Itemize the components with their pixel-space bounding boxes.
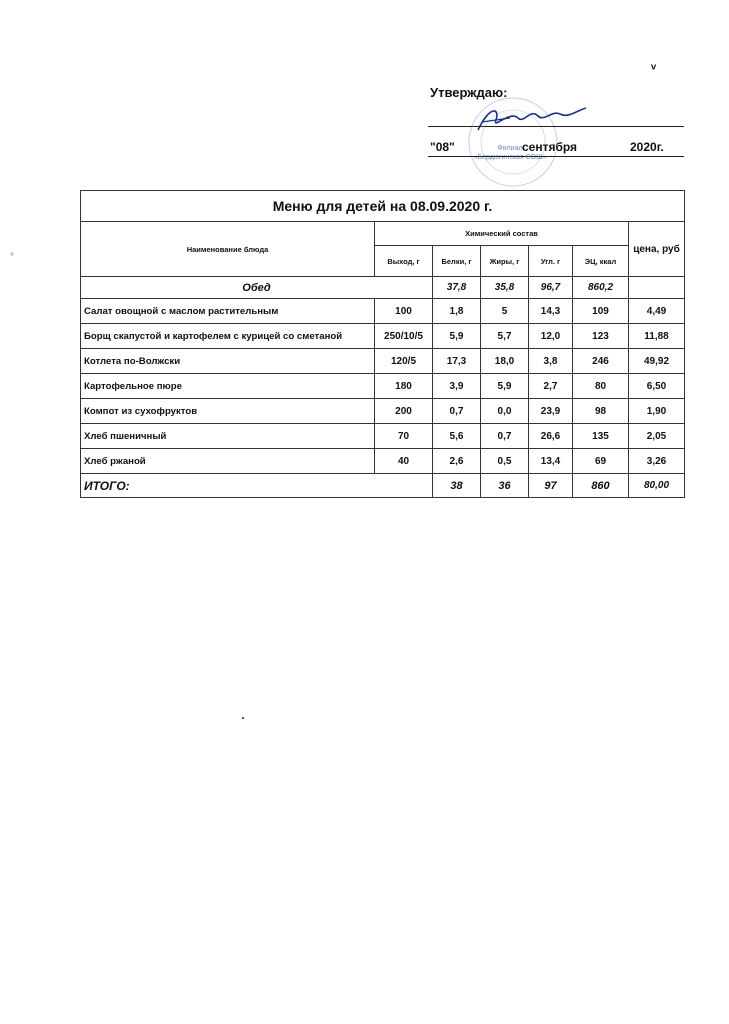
cell-carbs: 2,7 [529,374,573,399]
stamp-text-2: «Бердюгинская СОШ» [473,154,547,161]
section-name: Обед [81,277,433,299]
section-row [81,277,685,299]
signature-line [428,126,684,127]
scan-mark: ° [10,252,14,263]
cell-fat: 0,7 [481,424,529,449]
total-carbs: 97 [529,474,573,498]
cell-energy: 98 [573,399,629,424]
section-energy: 860,2 [573,277,629,299]
cell-protein: 1,8 [433,299,481,324]
cell-yield: 200 [375,399,433,424]
cell-yield: 40 [375,449,433,474]
cell-protein: 5,6 [433,424,481,449]
header-energy: ЭЦ, ккал [573,246,629,277]
approval-year: 2020г. [630,140,664,154]
cell-fat: 0,5 [481,449,529,474]
table-row [81,324,685,349]
table-row [81,374,685,399]
cell-carbs: 26,6 [529,424,573,449]
table-row [81,349,685,374]
date-underline [428,156,684,157]
cell-protein: 17,3 [433,349,481,374]
cell-protein: 2,6 [433,449,481,474]
signature [470,100,590,140]
cell-yield: 180 [375,374,433,399]
cell-carbs: 23,9 [529,399,573,424]
table-row [81,449,685,474]
approval-label: Утверждаю: [430,85,508,100]
cell-name: Борщ скапустой и картофелем с курицей со сметаной [81,324,375,349]
cell-yield: 70 [375,424,433,449]
stamp-text-1: Филиал [497,145,523,152]
header-chem: Химический состав [375,222,629,246]
cell-price: 11,88 [629,324,685,349]
cell-fat: 0,0 [481,399,529,424]
cell-price: 1,90 [629,399,685,424]
cell-energy: 246 [573,349,629,374]
header-price: цена, руб [629,222,685,277]
cell-name: Котлета по-Волжски [81,349,375,374]
cell-name: Хлеб пшеничный [81,424,375,449]
cell-energy: 69 [573,449,629,474]
cell-price: 6,50 [629,374,685,399]
cell-fat: 5,7 [481,324,529,349]
total-fat: 36 [481,474,529,498]
cell-price: 4,49 [629,299,685,324]
cell-protein: 0,7 [433,399,481,424]
cell-carbs: 12,0 [529,324,573,349]
scan-speck [242,717,244,719]
cell-name: Картофельное пюре [81,374,375,399]
cell-protein: 3,9 [433,374,481,399]
total-protein: 38 [433,474,481,498]
cell-yield: 100 [375,299,433,324]
total-row [81,474,685,498]
header-yield: Выход, г [375,246,433,277]
header-fat: Жиры, г [481,246,529,277]
header-carbs: Угл. г [529,246,573,277]
cell-energy: 135 [573,424,629,449]
cell-name: Компот из сухофруктов [81,399,375,424]
total-energy: 860 [573,474,629,498]
cell-energy: 80 [573,374,629,399]
cell-energy: 109 [573,299,629,324]
table-row [81,424,685,449]
section-price-empty [629,277,685,299]
cell-price: 49,92 [629,349,685,374]
cell-name: Салат овощной с маслом растительным [81,299,375,324]
total-label: ИТОГО: [81,474,433,498]
section-carbs: 96,7 [529,277,573,299]
approval-month: сентября [522,140,578,154]
total-price: 80,00 [629,474,685,498]
table-row [81,399,685,424]
cell-name: Хлеб ржаной [81,449,375,474]
cell-energy: 123 [573,324,629,349]
header-protein: Белки, г [433,246,481,277]
cell-fat: 5 [481,299,529,324]
section-fat: 35,8 [481,277,529,299]
cell-carbs: 14,3 [529,299,573,324]
cell-price: 2,05 [629,424,685,449]
cell-carbs: 3,8 [529,349,573,374]
cell-fat: 18,0 [481,349,529,374]
cell-carbs: 13,4 [529,449,573,474]
cell-protein: 5,9 [433,324,481,349]
scan-mark: ᵛ [651,60,657,76]
menu-title: Меню для детей на 08.09.2020 г. [81,191,685,222]
menu-table [80,190,685,498]
cell-yield: 120/5 [375,349,433,374]
cell-fat: 5,9 [481,374,529,399]
section-protein: 37,8 [433,277,481,299]
cell-price: 3,26 [629,449,685,474]
approval-day: "08" [430,140,455,154]
cell-yield: 250/10/5 [375,324,433,349]
table-row [81,299,685,324]
header-dish: Наименование блюда [81,222,375,277]
